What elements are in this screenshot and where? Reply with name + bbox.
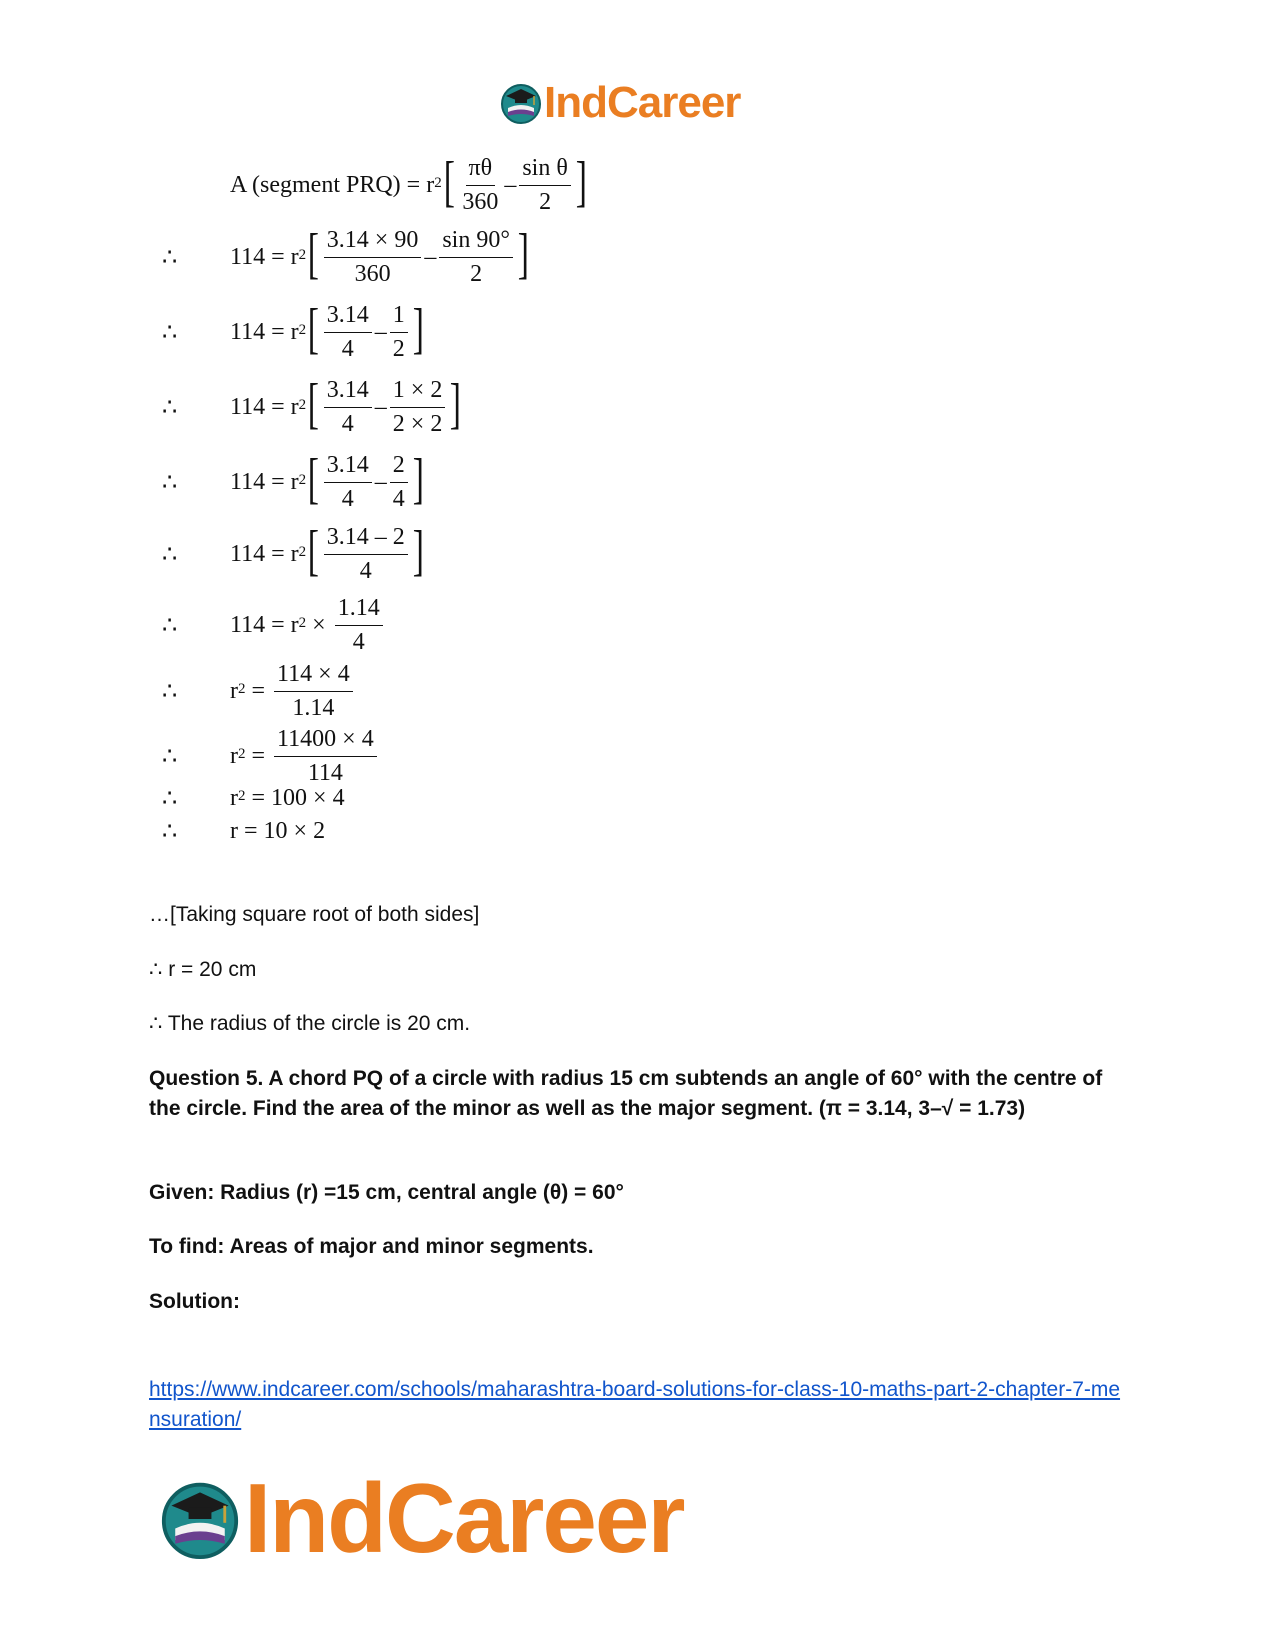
numerator: sin 90° [439,227,513,257]
denominator: 4 [341,410,354,437]
equation [230,223,531,287]
operator: – [424,243,437,270]
equation-lhs: 114 = r [230,611,299,638]
therefore-symbol: ∴ [162,818,178,845]
denominator: 2 [470,260,483,287]
numerator: 3.14 × 90 [324,227,422,257]
operator: – [374,468,387,495]
equation [230,661,356,721]
denominator: 4 [341,485,354,512]
operator: = [245,677,272,704]
exponent: 2 [298,246,307,263]
denominator: 2 [539,188,552,215]
equation-lhs: r [230,784,238,811]
denominator: 4 [341,335,354,362]
to-find-statement: To find: Areas of major and minor segments. [149,1235,594,1258]
bracket-open: [ [307,520,320,582]
bracket-close: ] [412,298,424,360]
bracket-open: [ [307,373,320,435]
logo-wordmark: IndCareer [244,1463,684,1573]
equation-lhs: r [230,742,238,769]
equation [230,818,325,845]
numerator: 3.14 – 2 [324,524,408,554]
numerator: 1.14 [335,595,383,625]
numerator: 3.14 [324,302,372,332]
therefore-symbol: ∴ [162,319,178,346]
equation [230,373,463,437]
fraction [459,155,501,215]
exponent: 2 [298,396,307,413]
bracket-open: [ [307,223,320,285]
equation [230,448,425,512]
equation-lhs: 114 = r [230,393,299,420]
equation [230,151,589,215]
operator: – [374,393,387,420]
denominator: 360 [462,188,499,215]
logo-wordmark: IndCareer [544,78,741,127]
denominator: 114 [307,759,343,786]
exponent: 2 [238,787,246,804]
fraction [390,377,446,437]
therefore-symbol: ∴ [162,394,178,421]
fraction [390,452,408,512]
given-statement: Given: Radius (r) =15 cm, central angle (θ) = 60° [149,1181,624,1204]
exponent: 2 [238,745,246,762]
numerator: 3.14 [324,452,372,482]
equation-lhs: 114 = r [230,243,299,270]
fraction [274,661,353,721]
equation-lhs: r [230,677,238,704]
question-5: Question 5. A chord PQ of a circle with radius 15 cm subtends an angle of 60° with the centre of the circle. Find the area of the minor as well as the major segment. (π = 3.14, 3–√ = 1.73) [149,1067,1103,1120]
denominator: 360 [354,260,391,287]
equation-lhs: 114 = r [230,540,299,567]
equation-lhs: A (segment PRQ) = r [230,171,435,198]
fraction [324,227,422,287]
bracket-close: ] [450,373,462,435]
bracket-close: ] [412,448,424,510]
graduation-cap-book-icon [500,82,542,124]
equation [230,785,345,812]
therefore-symbol: ∴ [162,785,178,812]
fraction [519,155,571,215]
graduation-cap-book-icon [160,1479,240,1559]
exponent: 2 [238,680,246,697]
equation [230,520,425,584]
fraction [324,302,372,362]
operator: = [245,742,272,769]
equation-lhs: 114 = r [230,468,299,495]
therefore-symbol: ∴ [162,678,178,705]
numerator: πθ [466,155,496,185]
operator: × [306,611,332,638]
therefore-symbol: ∴ [162,469,178,496]
denominator: 4 [352,628,365,655]
fraction [439,227,513,287]
radius-conclusion: ∴ The radius of the circle is 20 cm. [149,1012,471,1035]
operator: – [374,318,387,345]
equation [230,298,425,362]
numerator: 11400 × 4 [274,726,377,756]
operator: – [504,171,517,198]
fraction [390,302,408,362]
bracket-open: [ [307,448,320,510]
numerator: 2 [390,452,408,482]
bracket-close: ] [412,520,424,582]
numerator: 3.14 [324,377,372,407]
equation [230,595,386,655]
numerator: 1 [390,302,408,332]
exponent: 2 [298,614,307,631]
therefore-symbol: ∴ [162,541,178,568]
therefore-symbol: ∴ [162,244,178,271]
exponent: 2 [298,321,307,338]
numerator: 1 × 2 [390,377,446,407]
solution-heading: Solution: [149,1290,240,1313]
denominator: 2 × 2 [392,410,443,437]
fraction [324,524,408,584]
fraction [274,726,377,786]
denominator: 1.14 [292,694,335,721]
therefore-symbol: ∴ [162,612,178,639]
bracket-close: ] [517,223,529,285]
numerator: 114 × 4 [274,661,353,691]
sqrt-note: …[Taking square root of both sides] [149,903,480,926]
source-link[interactable]: https://www.indcareer.com/schools/maharashtra-board-solutions-for-class-10-maths-part-2-chapter-7-mensuration/ [149,1378,1121,1431]
denominator: 2 [392,335,405,362]
equation-lhs: r = 10 × 2 [230,817,326,844]
indcareer-logo-bottom [160,1462,684,1575]
numerator: sin θ [519,155,571,185]
indcareer-logo-top [500,78,740,128]
denominator: 4 [392,485,405,512]
denominator: 4 [359,557,372,584]
equation-rhs: = 100 × 4 [245,784,345,811]
equation [230,726,380,786]
equation-block [0,150,1275,890]
bracket-open: [ [307,298,320,360]
fraction [324,377,372,437]
equation-lhs: 114 = r [230,318,299,345]
exponent: 2 [434,174,442,191]
r-result: ∴ r = 20 cm [149,958,257,981]
fraction [335,595,383,655]
fraction [324,452,372,512]
bracket-open: [ [443,151,455,213]
exponent: 2 [298,471,307,488]
bracket-close: ] [575,151,587,213]
exponent: 2 [298,543,307,560]
therefore-symbol: ∴ [162,743,178,770]
